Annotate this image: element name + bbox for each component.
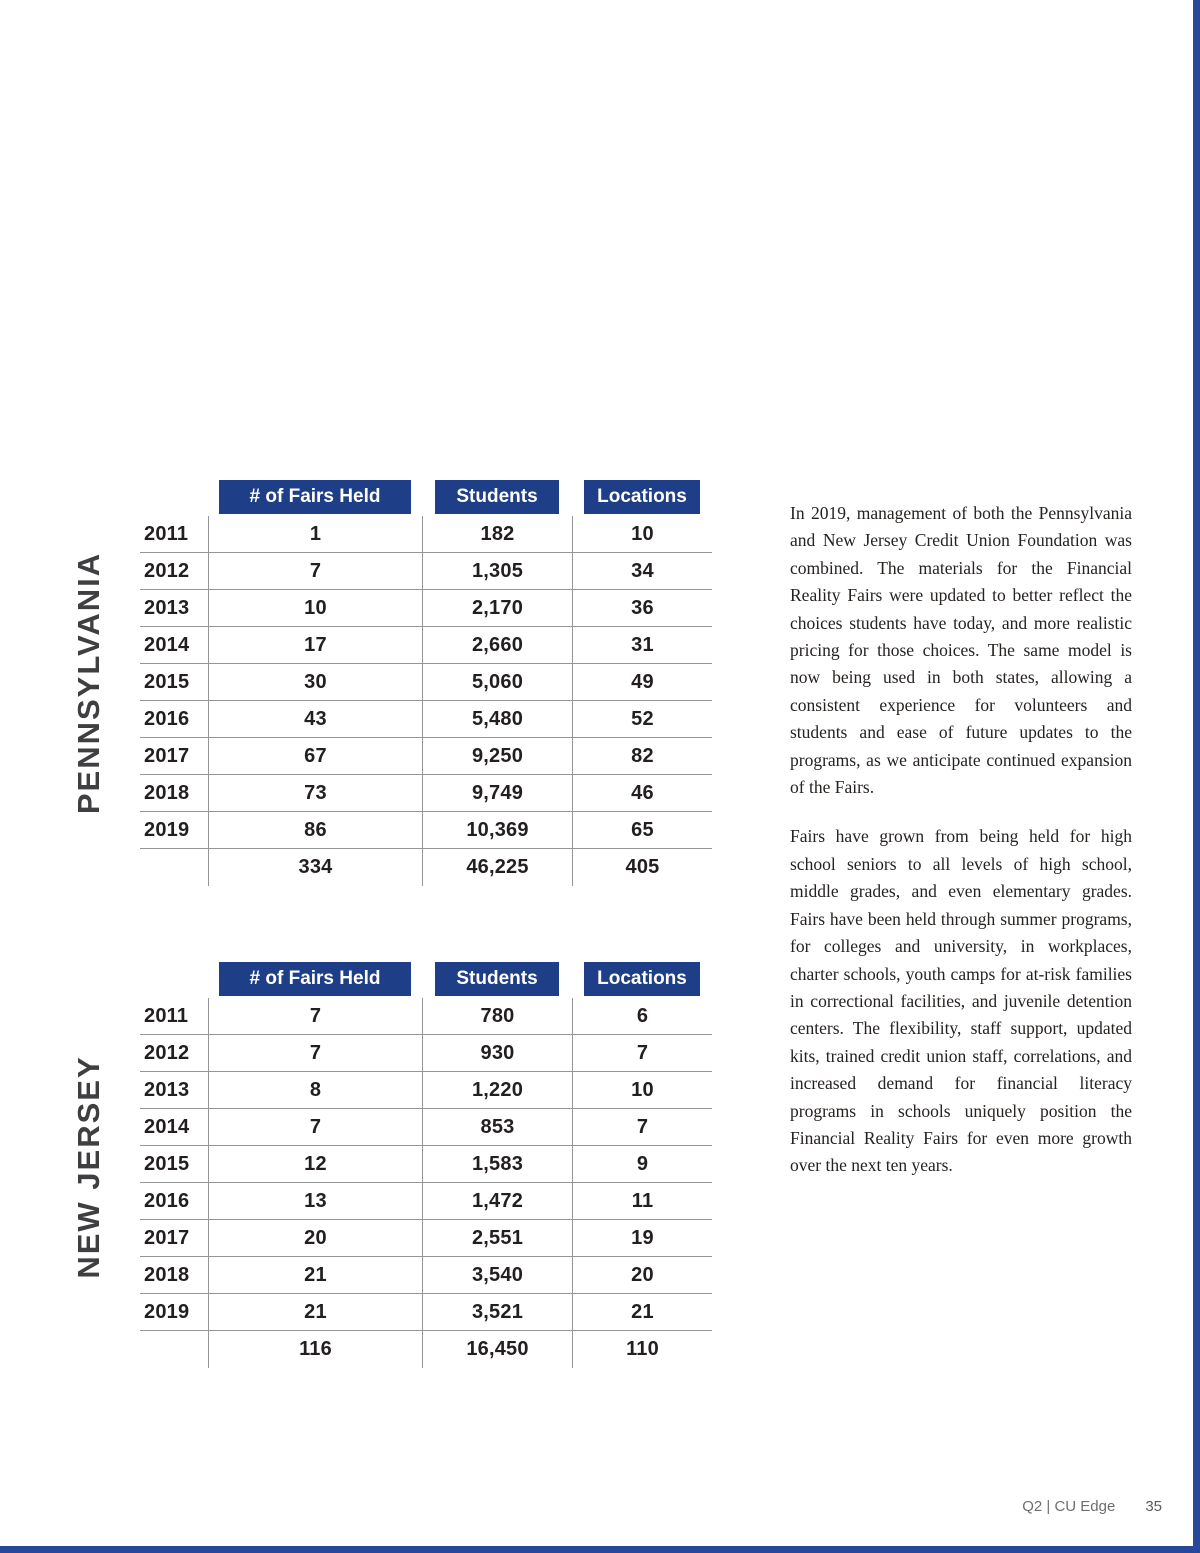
year-cell: 2015 [144, 670, 190, 693]
table-row [140, 775, 712, 812]
locations-cell: 36 [572, 590, 712, 626]
table-header-row [140, 478, 712, 516]
students-cell: 5,060 [422, 664, 572, 700]
page-footer [1022, 1498, 1162, 1515]
table-row [140, 1035, 712, 1072]
table-row [140, 812, 712, 849]
fairs-cell: 73 [208, 775, 422, 811]
table-row [140, 1109, 712, 1146]
locations-cell: 31 [572, 627, 712, 663]
locations-cell: 7 [572, 1035, 712, 1071]
students-cell: 5,480 [422, 701, 572, 737]
students-cell: 1,220 [422, 1072, 572, 1108]
year-cell: 2018 [144, 1263, 190, 1286]
table-row [140, 553, 712, 590]
fairs-cell: 13 [208, 1183, 422, 1219]
fairs-total-cell: 116 [208, 1331, 422, 1368]
students-cell: 1,583 [422, 1146, 572, 1182]
header-cell [422, 960, 572, 998]
students-cell: 3,521 [422, 1294, 572, 1330]
article-paragraph-1: In 2019, management of both the Pennsylvania and New Jersey Credit Union Foundation was combined. The materials for the Financial Reality Fairs were updated to better reflect the choices students have today, and more realistic pricing for those choices. The same model is now being used in both states, allowing a consistent experience for volunteers and students and ease of future updates to the programs, as we anticipate continued expansion of the Fairs. [790, 503, 1132, 798]
article-text [790, 500, 1132, 1180]
year-cell: 2019 [144, 818, 190, 841]
students-cell: 10,369 [422, 812, 572, 848]
year-cell: 2013 [144, 596, 190, 619]
fairs-cell: 8 [208, 1072, 422, 1108]
header-cell [422, 478, 572, 516]
page-border-right [1193, 0, 1200, 1553]
locations-cell: 10 [572, 1072, 712, 1108]
locations-cell: 6 [572, 998, 712, 1034]
table-row [140, 738, 712, 775]
fairs-cell: 7 [208, 1035, 422, 1071]
fairs-held-header: # of Fairs Held [219, 962, 411, 996]
locations-cell: 19 [572, 1220, 712, 1256]
students-cell: 1,472 [422, 1183, 572, 1219]
locations-cell: 7 [572, 1109, 712, 1145]
pennsylvania-label: PENNSYLVANIA [71, 551, 106, 815]
year-cell: 2015 [144, 1152, 190, 1175]
fairs-cell: 1 [208, 516, 422, 552]
table-row [140, 627, 712, 664]
pennsylvania-table [140, 478, 712, 886]
locations-cell: 20 [572, 1257, 712, 1293]
students-total-cell: 16,450 [422, 1331, 572, 1368]
fairs-cell: 17 [208, 627, 422, 663]
fairs-held-header: # of Fairs Held [219, 480, 411, 514]
locations-cell: 65 [572, 812, 712, 848]
header-cell [208, 478, 422, 516]
year-cell: 2014 [144, 633, 190, 656]
table-row [140, 998, 712, 1035]
fairs-cell: 7 [208, 1109, 422, 1145]
new-jersey-label: NEW JERSEY [71, 1055, 106, 1279]
table-row [140, 1294, 712, 1331]
year-cell: 2013 [144, 1078, 190, 1101]
year-cell: 2016 [144, 1189, 190, 1212]
year-cell: 2011 [144, 1004, 189, 1027]
fairs-cell: 86 [208, 812, 422, 848]
students-cell: 9,749 [422, 775, 572, 811]
header-spacer [140, 960, 208, 998]
locations-cell: 82 [572, 738, 712, 774]
locations-cell: 11 [572, 1183, 712, 1219]
new-jersey-table [140, 960, 712, 1368]
table-header-row [140, 960, 712, 998]
table-row [140, 516, 712, 553]
students-cell: 2,660 [422, 627, 572, 663]
students-cell: 1,305 [422, 553, 572, 589]
locations-cell: 46 [572, 775, 712, 811]
year-cell: 2014 [144, 1115, 190, 1138]
page-number: 35 [1145, 1498, 1162, 1515]
locations-cell: 10 [572, 516, 712, 552]
year-cell: 2019 [144, 1300, 190, 1323]
table-body [140, 516, 712, 886]
students-cell: 853 [422, 1109, 572, 1145]
journal-name: Q2 | CU Edge [1022, 1498, 1116, 1515]
students-cell: 3,540 [422, 1257, 572, 1293]
students-cell: 2,170 [422, 590, 572, 626]
table-row [140, 1220, 712, 1257]
students-cell: 930 [422, 1035, 572, 1071]
year-cell: 2016 [144, 707, 190, 730]
locations-cell: 9 [572, 1146, 712, 1182]
fairs-cell: 67 [208, 738, 422, 774]
fairs-cell: 7 [208, 553, 422, 589]
table-row [140, 1257, 712, 1294]
locations-cell: 21 [572, 1294, 712, 1330]
total-spacer [140, 849, 208, 886]
students-cell: 9,250 [422, 738, 572, 774]
year-cell: 2017 [144, 744, 190, 767]
locations-header: Locations [584, 480, 700, 514]
table-total-row [140, 1331, 712, 1368]
students-cell: 182 [422, 516, 572, 552]
table-row [140, 1072, 712, 1109]
students-header: Students [435, 962, 559, 996]
header-cell [572, 960, 712, 998]
students-cell: 2,551 [422, 1220, 572, 1256]
table-row [140, 701, 712, 738]
fairs-cell: 43 [208, 701, 422, 737]
header-cell [572, 478, 712, 516]
fairs-cell: 21 [208, 1257, 422, 1293]
table-total-row [140, 849, 712, 886]
header-spacer [140, 478, 208, 516]
page-border-bottom [0, 1546, 1200, 1553]
year-cell: 2017 [144, 1226, 190, 1249]
table-body [140, 998, 712, 1368]
locations-total-cell: 405 [572, 849, 712, 886]
students-header: Students [435, 480, 559, 514]
total-spacer [140, 1331, 208, 1368]
year-cell: 2018 [144, 781, 190, 804]
fairs-cell: 30 [208, 664, 422, 700]
fairs-cell: 10 [208, 590, 422, 626]
fairs-total-cell: 334 [208, 849, 422, 886]
locations-cell: 49 [572, 664, 712, 700]
year-cell: 2012 [144, 559, 190, 582]
locations-total-cell: 110 [572, 1331, 712, 1368]
locations-header: Locations [584, 962, 700, 996]
locations-cell: 52 [572, 701, 712, 737]
year-cell: 2012 [144, 1041, 190, 1064]
table-row [140, 664, 712, 701]
fairs-cell: 12 [208, 1146, 422, 1182]
table-row [140, 1183, 712, 1220]
students-cell: 780 [422, 998, 572, 1034]
locations-cell: 34 [572, 553, 712, 589]
fairs-cell: 21 [208, 1294, 422, 1330]
year-cell: 2011 [144, 522, 189, 545]
article-paragraph-2: Fairs have grown from being held for high school seniors to all levels of high school, middle grades, and even elementary grades. Fairs have been held through summer programs, for colleges and university, in workplaces, charter schools, youth camps for at-risk families in correctional facilities, and juvenile detention centers. The flexibility, staff support, updated kits, trained credit union staff, correlations, and increased demand for financial literacy programs in schools uniquely position the Financial Reality Fairs for even more growth over the next ten years. [790, 826, 1132, 1176]
table-row [140, 1146, 712, 1183]
students-total-cell: 46,225 [422, 849, 572, 886]
fairs-cell: 7 [208, 998, 422, 1034]
header-cell [208, 960, 422, 998]
fairs-cell: 20 [208, 1220, 422, 1256]
table-row [140, 590, 712, 627]
